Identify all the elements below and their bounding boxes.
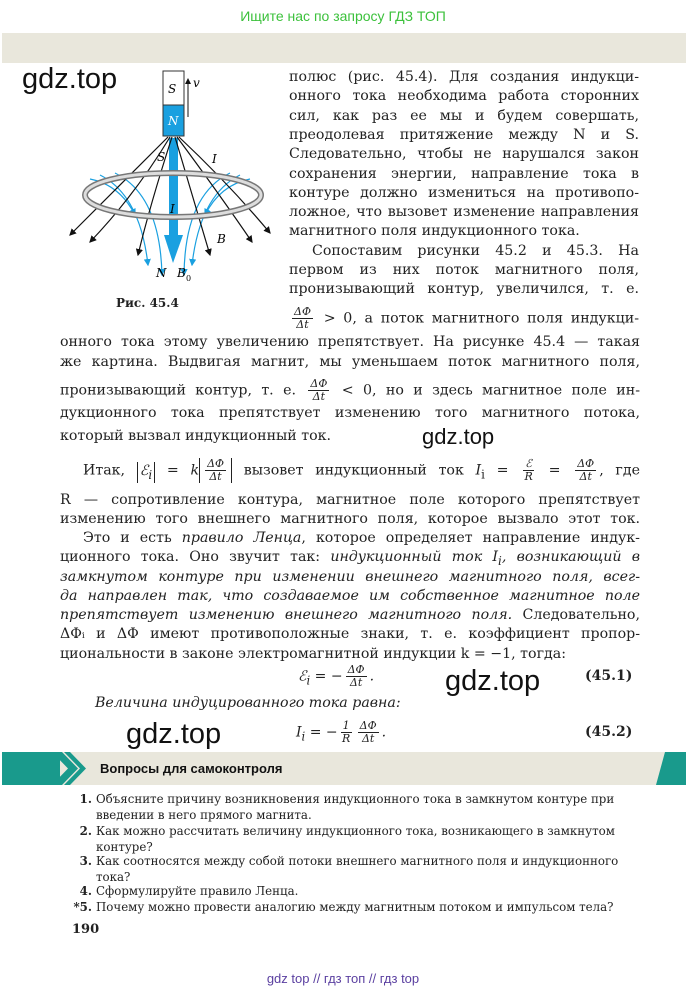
text-line: циональности в законе электромагнитной индукции k = −1, тогда: (60, 646, 566, 662)
denominator: R (341, 732, 351, 745)
k-symbol: k (190, 462, 200, 479)
watermark: gdz.top (126, 718, 222, 750)
text-line: да направлен так, что создаваемое им собственное магнитное поле (60, 588, 640, 604)
question-item (72, 899, 642, 915)
rule-text: , возникающий в (501, 549, 640, 565)
line-text: ционного тока. Оно звучит так: (60, 549, 331, 565)
numerator: ΔΦ (310, 377, 328, 390)
fraction (358, 720, 379, 745)
numerator: ΔΦ (347, 663, 365, 676)
denominator: Δt (349, 676, 363, 689)
figure-caption: Рис. 45.4 (116, 296, 179, 310)
label-s-field: S (157, 150, 166, 164)
subscript: i (481, 467, 485, 482)
equals: = (496, 462, 509, 479)
text-line: онного тока этому увеличению препятствует. На рисунке 45.4 — такая (60, 334, 640, 350)
label-n-bottom: N (156, 266, 167, 280)
denominator: Δt (361, 732, 375, 745)
denominator: Δt (312, 390, 326, 403)
term: правило Ленца (181, 530, 302, 546)
equation-number: (45.1) (585, 668, 633, 684)
question-item (72, 791, 642, 823)
numerator: ΔΦ (207, 457, 225, 470)
fraction (292, 306, 313, 331)
denominator: Δt (296, 318, 309, 331)
emf-symbol: ℰ (298, 668, 307, 685)
text-line: ΔΦᵢ и ΔΦ имеют противоположные знаки, т. е. коэффициент пропор- (60, 626, 640, 642)
text-line (60, 548, 640, 570)
formula-line (60, 458, 640, 483)
denominator: Δt (579, 470, 592, 483)
question-number: 1. (79, 792, 92, 806)
emf-abs (137, 462, 155, 484)
text-line: изменению того внешнего магнитного поля, которое вызвало этот ток. (60, 511, 640, 527)
text-line: сохранения энергии, направление тока в (289, 166, 639, 182)
watermark: gdz.top (422, 424, 495, 449)
text-line: Величина индуцированного тока равна: (95, 695, 401, 711)
label-b0: B (177, 266, 186, 280)
text-line (289, 306, 639, 331)
fraction (308, 378, 329, 403)
question-item (72, 883, 642, 899)
equals: = (166, 462, 179, 479)
question-text: Объясните причину возникновения индукционного тока в замкнутом контуре при введении в него прямого магнита. (96, 792, 615, 822)
line-text: , где (599, 462, 640, 479)
numerator: ΔΦ (294, 305, 311, 318)
text-line: ложное, что вызовет изменение направления (289, 204, 639, 220)
text-line (60, 378, 640, 403)
text-line: R — сопротивление контура, магнитное поле которого препятствует (60, 492, 640, 508)
question-item (72, 823, 642, 855)
subscript: i (306, 673, 311, 688)
watermark: gdz.top (445, 665, 541, 697)
text-line: магнитного поля индукционного тока. (289, 223, 580, 239)
numerator: 1 (342, 719, 350, 732)
denominator: Δt (209, 470, 222, 483)
chevrons-icon (52, 752, 92, 785)
header-band (2, 33, 686, 63)
line-text: Итак, (83, 462, 126, 479)
text-line: полюс (рис. 45.4). Для создания индукци- (289, 69, 639, 85)
question-text: Как можно рассчитать величину индукционного тока, возникающего в замкнутом контуре? (96, 824, 615, 854)
label-b: B (217, 232, 226, 246)
magnet-ring-figure (60, 65, 285, 295)
subscript: i (498, 553, 502, 568)
question-number: 4. (79, 884, 92, 898)
fraction (205, 458, 226, 483)
question-number: 3. (79, 854, 92, 868)
text-line: пронизывающий контур, увеличился, т. е. (289, 281, 639, 297)
i-symbol: I (296, 724, 302, 741)
equals: = (548, 462, 561, 479)
label-s: S (168, 82, 177, 96)
question-text: Почему можно провести аналогию между магнитным потоком и импульсом тела? (96, 900, 614, 914)
line-text: > 0, а поток магнитного поля индукци- (323, 310, 639, 327)
fraction (341, 720, 352, 745)
line-text: пронизывающий контур, т. е. (60, 382, 296, 399)
text-line: первом из них поток магнитного поля, (289, 262, 639, 278)
line-text: , которое определяет направление индук- (301, 530, 640, 546)
section-banner (2, 752, 686, 785)
label-i-ring: I (170, 202, 175, 216)
text-line: дукционного тока препятствует изменению того магнитного потока, (60, 405, 640, 421)
rule-text: индукционный ток I (330, 549, 499, 565)
emf-symbol: ℰ (139, 462, 149, 479)
fraction (523, 458, 534, 483)
text-line: Следовательно, чтобы не нарушался закон (289, 146, 639, 162)
text-line: же картина. Выдвигая магнит, мы уменьшаем поток магнитного поля, (60, 354, 640, 370)
question-item (72, 853, 642, 885)
text-line (60, 606, 640, 624)
line-text: Это и есть (83, 530, 182, 546)
equation-number: (45.2) (585, 724, 633, 740)
label-n: N (168, 114, 179, 128)
watermark: gdz.top (22, 63, 118, 95)
search-hint: Ищите нас по запросу ГДЗ ТОП (240, 8, 446, 24)
subscript: i (148, 467, 153, 482)
abs (199, 458, 232, 483)
line-text: вызовет индукционный ток (243, 462, 464, 479)
text-line: сил, как раз ее мы и будем совершать, (289, 108, 639, 124)
question-number: *5. (73, 900, 92, 914)
text-line: преодолевая притяжение между N и S. (289, 127, 639, 143)
question-text: Сформулируйте правило Ленца. (96, 884, 299, 898)
question-text: Как соотносятся между собой потоки внешнего магнитного поля и индукционного тока? (96, 854, 619, 884)
label-i: I (212, 152, 217, 166)
text-line: контуре должно измениться на противопо- (289, 185, 639, 201)
line-text: Следовательно, (512, 607, 640, 623)
label-v: v (193, 76, 200, 90)
label-b0-sub: 0 (186, 274, 192, 283)
denominator: R (524, 470, 533, 483)
fraction (346, 664, 367, 689)
fraction (575, 458, 596, 483)
subscript: i (301, 729, 306, 744)
numerator: ΔΦ (359, 719, 377, 732)
numerator: ΔΦ (577, 457, 595, 470)
numerator: ℰ (525, 457, 532, 470)
page-number: 190 (72, 922, 100, 937)
equals-minus: = − (314, 668, 343, 685)
footer-links: gdz top // гдз топ // гдз top (266, 971, 420, 986)
text-line: онного тока необходима работа сторонних (289, 88, 639, 104)
line-text: < 0, но и здесь магнитное поле ин- (341, 382, 641, 399)
i-symbol: I (475, 462, 482, 479)
text-line: который вызвал индукционный ток. (60, 428, 332, 444)
equation-45-1: ℰ$_i$ = − $\frac{\Delta\Phi}{\Delta t}$ . (298, 663, 375, 689)
section-title: Вопросы для самоконтроля (100, 761, 283, 776)
text-line (60, 529, 640, 547)
question-number: 2. (79, 824, 92, 838)
equation-45-2: $I_i$ = − $\frac{1}{R}$ $\frac{\Delta\Phi}{\Delta t}$ . (296, 719, 387, 745)
text-line: замкнутом контуре при изменении внешнего магнитного поля, всег- (60, 569, 640, 585)
text-line: Сопоставим рисунки 45.2 и 45.3. На (312, 243, 639, 259)
equals-minus: = − (309, 724, 338, 741)
rule-text: препятствует изменению внешнего магнитного поля. (60, 607, 513, 623)
